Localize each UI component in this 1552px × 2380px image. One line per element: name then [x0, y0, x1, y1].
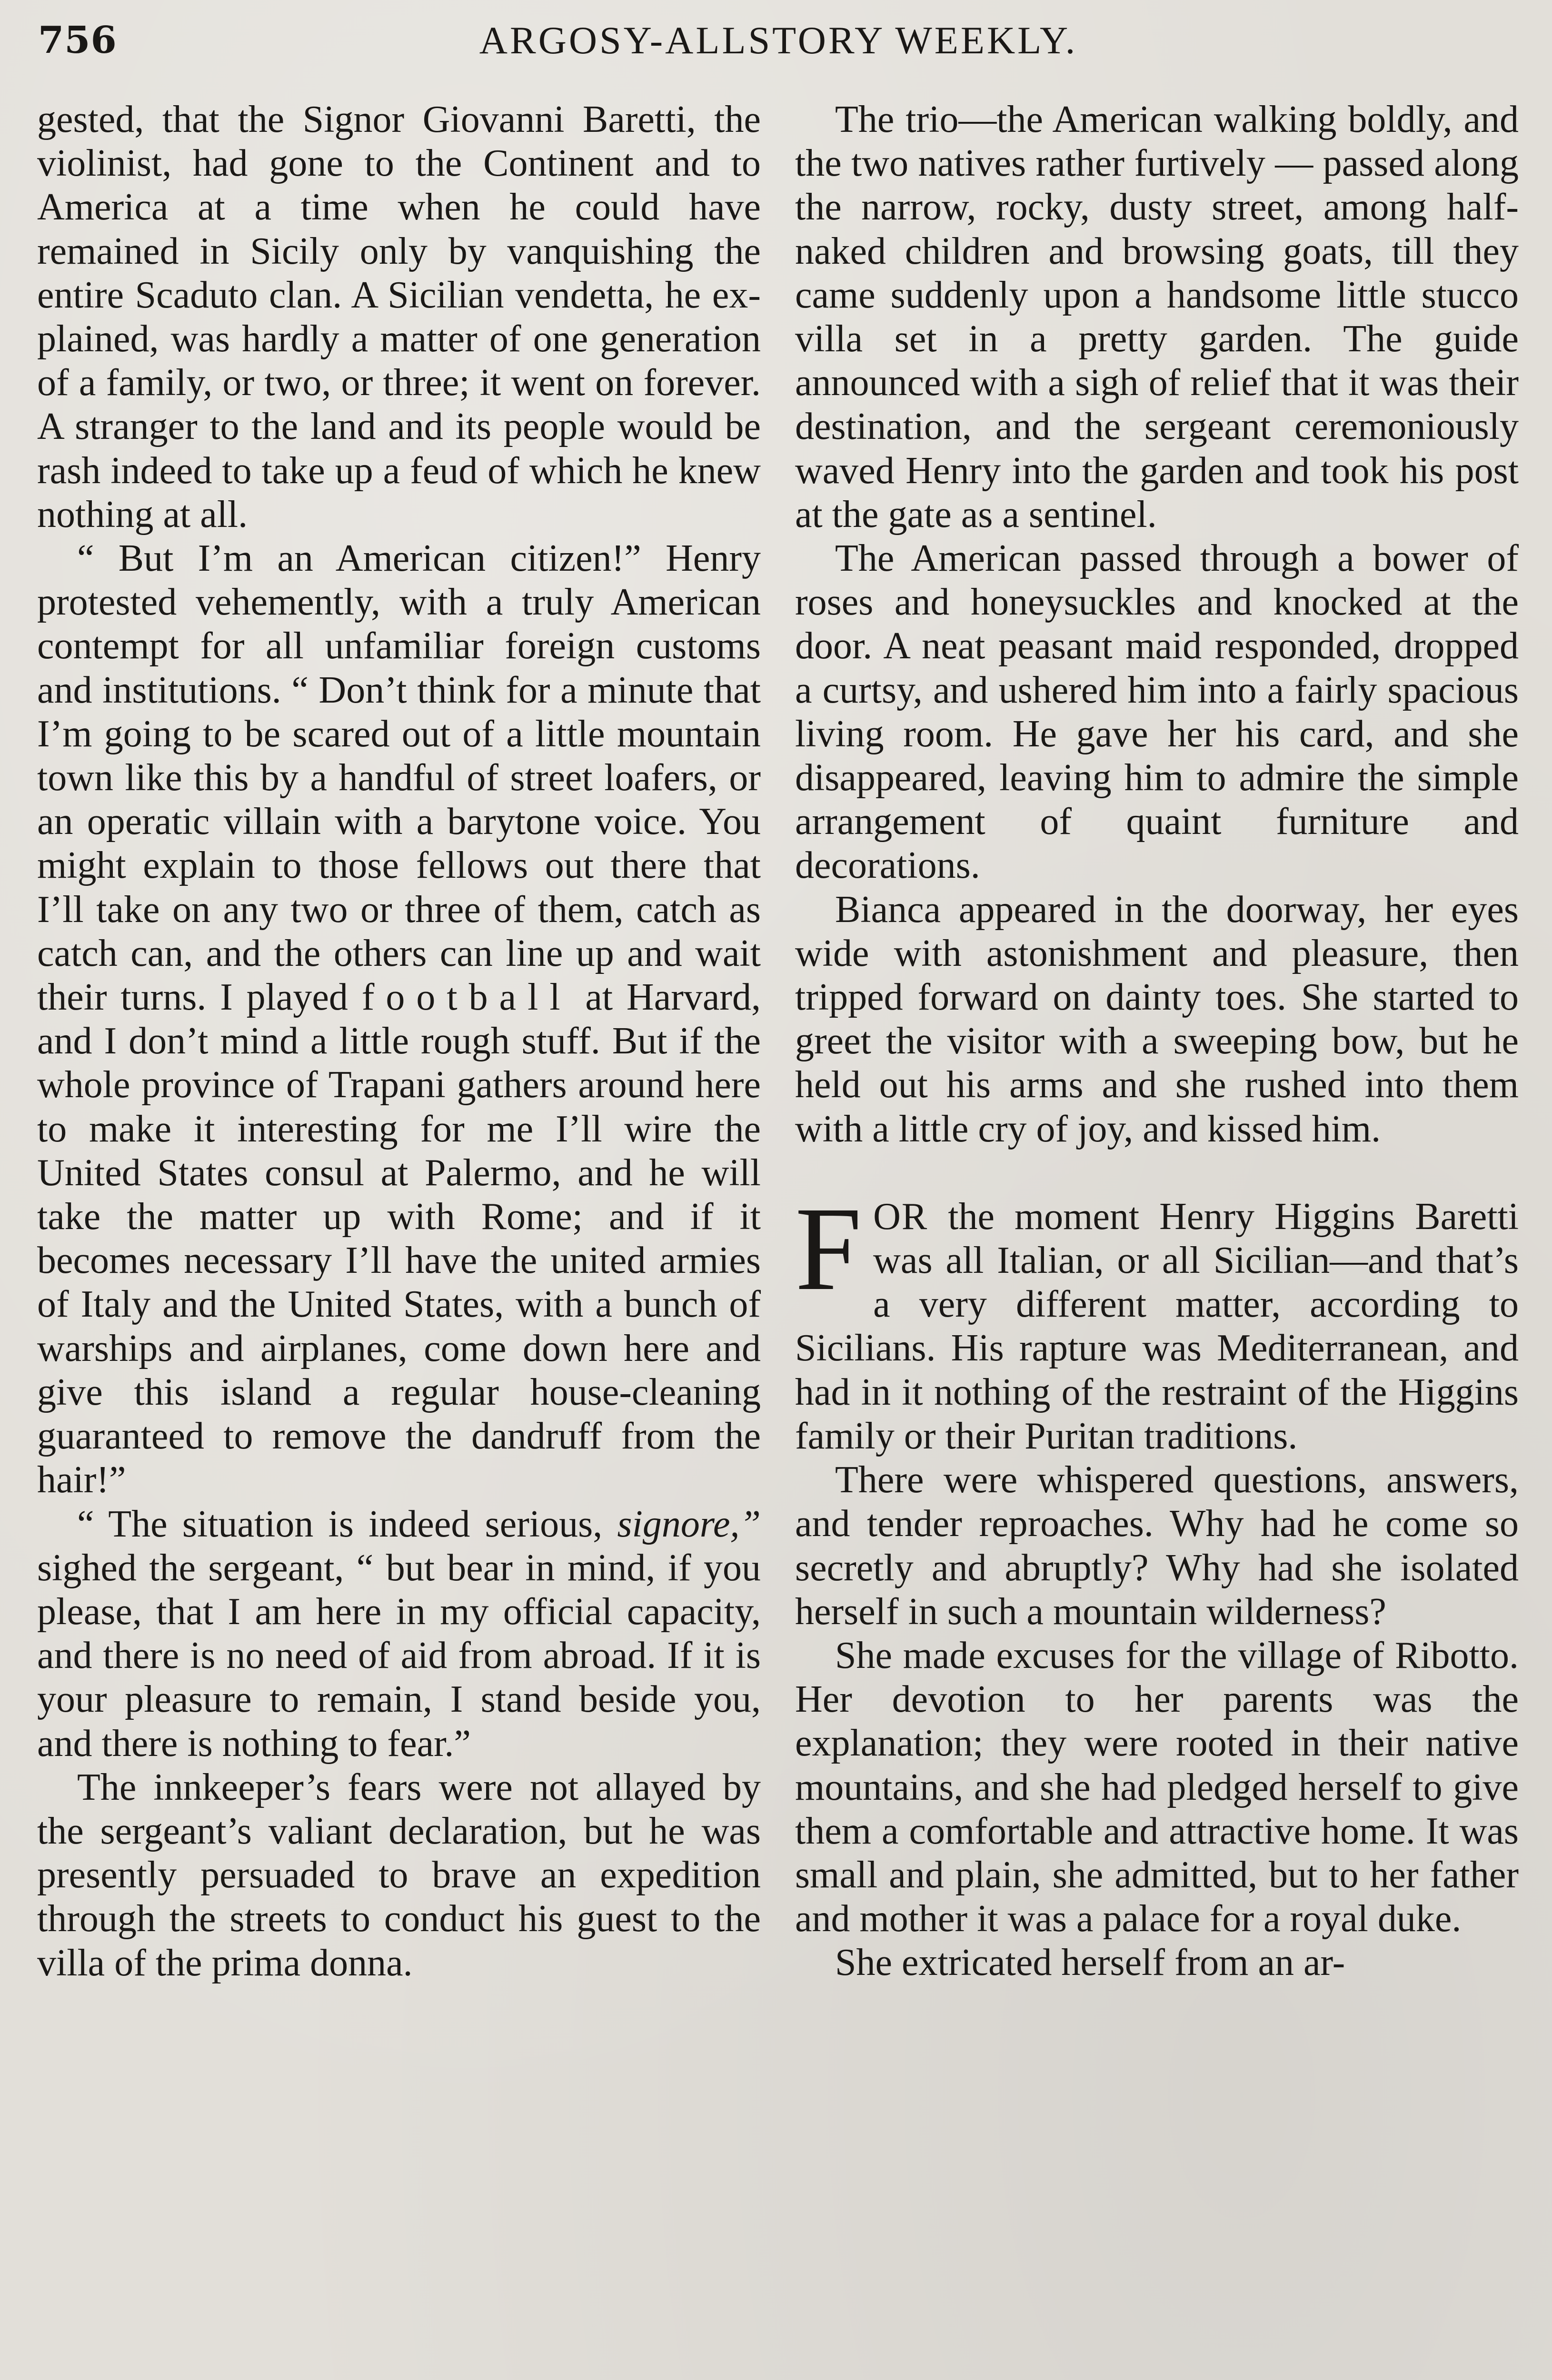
text-run: sighed the sergeant, “ but bear in mind, if you please, that I am here in my official capacity, and there is no need of aid from abroad. If it is your pleasure to remain, I stand beside you, and there is nothing to fear.”	[37, 1547, 761, 1765]
paragraph: The American passed through a bower of roses and honeysuckles and knocked at the door. A neat peasant maid responded, dropped a curtsy, and ushered him into a fairly spacious living room. He gave her his card, and she disappeared, leaving him to admire the simple arrangement of quaint furniture and decorations.	[795, 537, 1519, 887]
page-header	[38, 14, 1519, 67]
paragraph: The innkeeper’s fears were not allayed by the sergeant’s valiant declaration, but he was presently persuaded to brave an expedition through the streets to conduct his guest to the villa of the prima donna.	[37, 1766, 761, 1984]
paragraph: gested, that the Signor Giovanni Baretti, the violinist, had gone to the Continent and to America at a time when he could have remained in Sicily only by vanquishing the entire Scaduto clan. A Sicilian vendetta, he explained, was hardly a matter of one generation of a family, or two, or three; it went on forever. A stranger to the land and its people would be rash indeed to take up a feud of which he knew nothing at all.	[37, 99, 761, 536]
paragraph-with-drop-cap	[795, 1181, 1519, 1458]
page-number: 756	[38, 19, 117, 62]
paragraph: The trio—the American walking boldly, and the two natives rather furtively — passed along the narrow, rocky, dusty street, among half-naked children and browsing goats, till they came suddenly upon a handsome little stucco villa set in a pretty garden. The guide announced with a sigh of relief that it was their destination, and the sergeant ceremoniously waved Henry into the garden and took his post at the gate as a sentinel.	[795, 99, 1519, 536]
text-run: at Harvard, and I don’t mind a little rough stuff. But if the whole province of Trapani gathers around here to make it interesting for me I’ll wire the United States consul at Palermo, and he will take the matter up with Rome; and if it becomes necessary I’ll have the united armies of Italy and the United States, with a bunch of warships and airplanes, come down here and give this island a regular house-cleaning guaranteed to remove the dandruff from the hair!”	[37, 976, 761, 1501]
paragraph: Bianca appeared in the doorway, her eyes wide with astonishment and pleasure, then tripped forward on dainty toes. She started to greet the visitor with a sweeping bow, but he held out his arms and she rushed into them with a little cry of joy, and kissed him.	[795, 888, 1519, 1150]
text-run: the moment Henry Higgins Baretti was all Italian, or all Sicilian—and that’s a very different matter, according to Sicilians. His rapture was Mediterranean, and had in it nothing of the restraint of the Higgins family or their Puritan traditions.	[795, 1195, 1519, 1457]
drop-cap: F	[795, 1181, 862, 1315]
letterspaced-word: football	[361, 976, 572, 1019]
section-break	[795, 1151, 1519, 1195]
small-caps-word: OR	[873, 1195, 928, 1238]
left-column	[37, 98, 761, 1985]
paragraph	[37, 1502, 761, 1765]
text-run: “ The situation is indeed serious,	[77, 1503, 603, 1545]
running-head: ARGOSY-ALLSTORY WEEKLY.	[479, 19, 1078, 62]
italic-word: signore,”	[617, 1503, 761, 1545]
paragraph: She extricated herself from an ar-	[835, 1942, 1345, 1984]
paragraph: She made excuses for the village of Ribotto. Her devotion to her parents was the explanation; they were rooted in their native mountains, and she had pledged herself to give them a comfortable and attractive home. It was small and plain, she admitted, but to her father and mother it was a palace for a royal duke.	[795, 1634, 1519, 1940]
right-column	[795, 98, 1519, 1985]
paragraph: There were whispered questions, answers, and tender reproaches. Why had he come so secretly and abruptly? Why had she isolated herself in such a mountain wilderness?	[795, 1459, 1519, 1633]
text-run: “ But I’m an American citizen!” Henry protested vehemently, with a truly American contempt for all unfamiliar foreign customs and institutions. “ Don’t think for a minute that I’m going to be scared out of a little mountain town like this by a handful of street loafers, or an operatic villain with a barytone voice. You might explain to those fellows out there that I’ll take on any two or three of them, catch as catch can, and the others can line up and wait their turns. I played	[37, 537, 761, 1019]
paragraph	[37, 536, 761, 1502]
